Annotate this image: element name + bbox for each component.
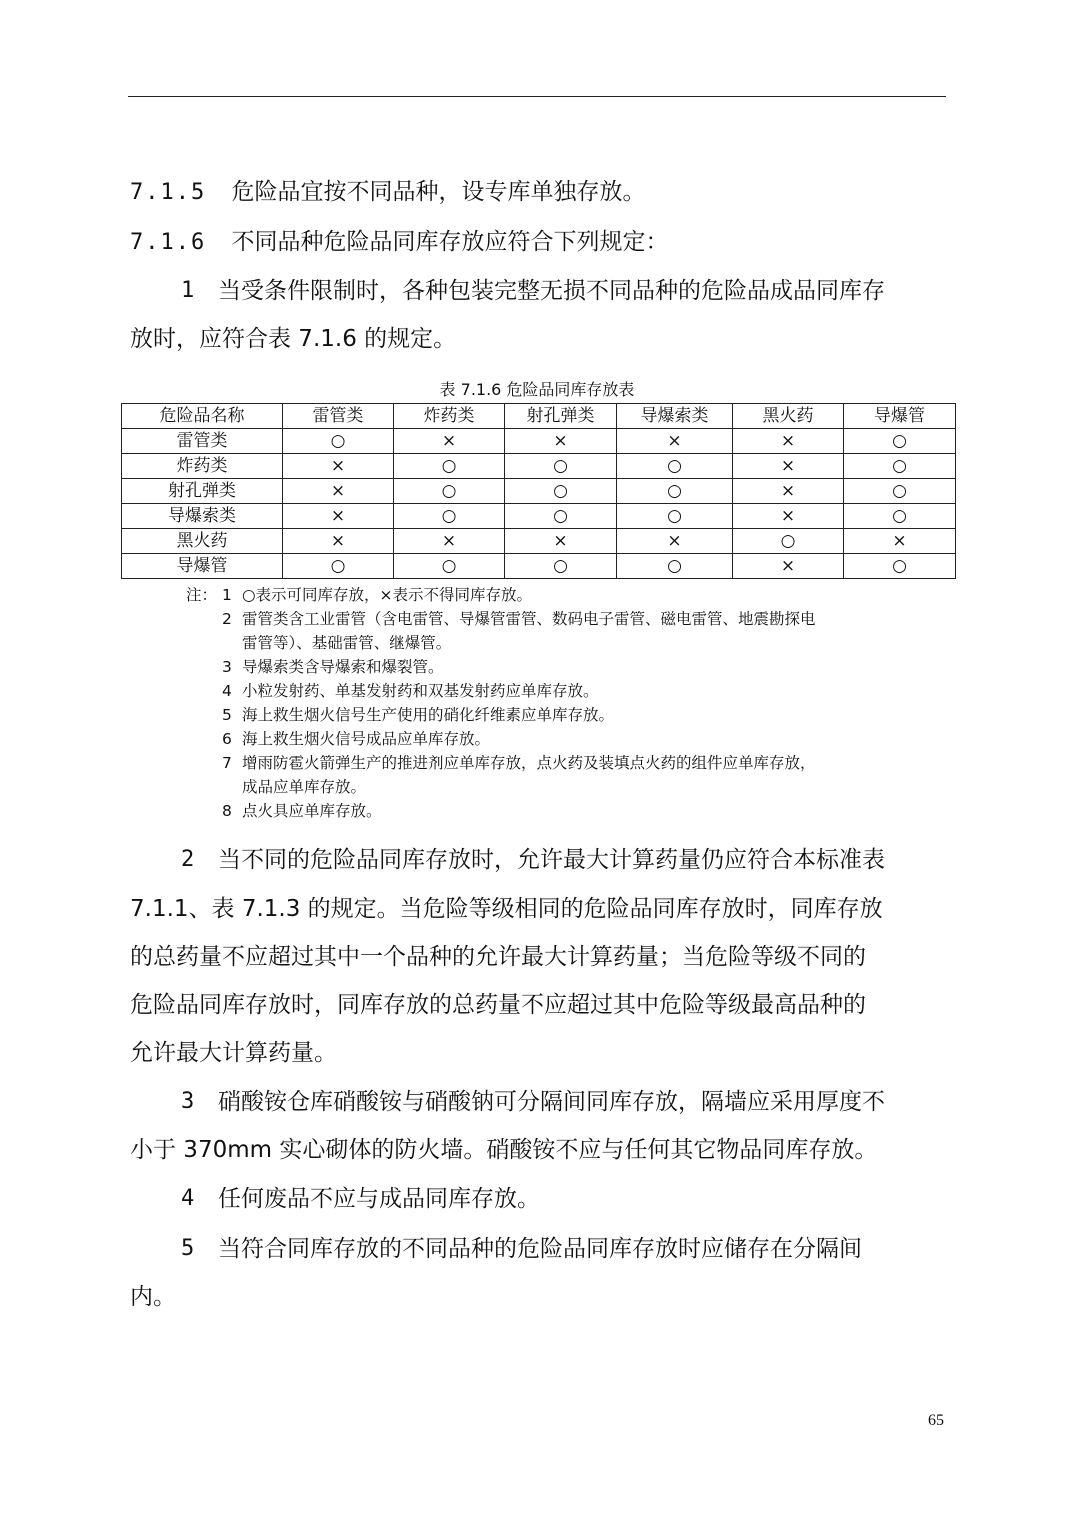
table-cell: ×	[733, 504, 844, 529]
table-cell: ×	[733, 429, 844, 454]
item-2-line-4	[130, 981, 946, 1029]
item-text: 当不同的危险品同库存放时，允许最大计算药量仍应符合本标准表	[218, 847, 885, 873]
note-text: 海上救生烟火信号成品应单库存放。	[242, 730, 491, 748]
note-number: 3	[222, 658, 232, 676]
row-header: 雷管类	[122, 429, 283, 454]
item-text: 的总药量不应超过其中一个品种的允许最大计算药量；当危险等级不同的	[130, 944, 866, 970]
section-text: 危险品宜按不同品种，设专库单独存放。	[231, 179, 646, 205]
table-cell: ×	[733, 554, 844, 579]
table-cell: ○	[844, 479, 956, 504]
table-row	[122, 479, 956, 504]
note-item	[186, 799, 956, 823]
table-cell: ○	[617, 454, 733, 479]
column-header: 导爆管	[844, 404, 956, 429]
row-header: 黑火药	[122, 529, 283, 554]
row-header: 射孔弹类	[122, 479, 283, 504]
item-number: 2	[181, 847, 195, 872]
note-text: 成品应单库存放。	[242, 778, 367, 796]
item-text: 当受条件限制时，各种包装完整无损不同品种的危险品成品同库存	[218, 278, 885, 304]
note-text: 导爆索类含导爆索和爆裂管。	[242, 658, 444, 676]
column-header: 炸药类	[394, 404, 505, 429]
item-number: 5	[181, 1236, 195, 1261]
item-1-line-1	[130, 267, 946, 315]
table-cell: ×	[505, 529, 617, 554]
table-row	[122, 529, 956, 554]
table-cell: ×	[617, 429, 733, 454]
table-cell: ×	[394, 529, 505, 554]
compatibility-table	[121, 403, 956, 579]
item-text: 小于 370mm 实心砌体的防火墙。硝酸铵不应与任何其它物品同库存放。	[130, 1137, 878, 1163]
item-2-line-1	[130, 836, 946, 884]
section-text: 不同品种危险品同库存放应符合下列规定：	[231, 229, 669, 255]
table-cell: ×	[283, 504, 394, 529]
column-header: 危险品名称	[122, 404, 283, 429]
column-header: 雷管类	[283, 404, 394, 429]
item-1-line-2	[130, 315, 946, 363]
item-3-line-2	[130, 1126, 946, 1174]
note-item	[186, 679, 956, 703]
table-cell: ○	[394, 479, 505, 504]
section-number: 7.1.5	[130, 180, 207, 205]
table-cell: ○	[394, 554, 505, 579]
column-header: 射孔弹类	[505, 404, 617, 429]
table-cell: ○	[617, 554, 733, 579]
note-text: 小粒发射药、单基发射药和双基发射药应单库存放。	[242, 682, 599, 700]
table-row	[122, 554, 956, 579]
note-item	[186, 607, 956, 655]
item-3-line-1	[130, 1078, 946, 1126]
item-2-line-2	[130, 885, 946, 933]
note-number: 6	[222, 730, 232, 748]
column-header: 导爆索类	[617, 404, 733, 429]
table-row	[122, 504, 956, 529]
table-row	[122, 429, 956, 454]
section-7-1-5	[130, 168, 946, 217]
note-number: 5	[222, 706, 232, 724]
item-text: 允许最大计算药量。	[130, 1040, 337, 1066]
table-cell: ○	[394, 504, 505, 529]
page-number: 65	[928, 1412, 944, 1429]
table-header-row	[122, 404, 956, 429]
item-text: 7.1.1、表 7.1.3 的规定。当危险等级相同的危险品同库存放时，同库存放	[130, 896, 883, 922]
table-cell: ○	[505, 554, 617, 579]
table-cell: ○	[505, 454, 617, 479]
note-number: 8	[222, 802, 232, 820]
item-number: 3	[181, 1089, 195, 1114]
table-cell: ○	[505, 479, 617, 504]
table-cell: ○	[283, 429, 394, 454]
table-cell: ×	[844, 529, 956, 554]
table-cell: ×	[617, 529, 733, 554]
note-number: 1	[222, 586, 232, 604]
item-5-line-2	[130, 1273, 946, 1321]
table-cell: ○	[617, 479, 733, 504]
table-cell: ○	[283, 554, 394, 579]
section-number: 7.1.6	[130, 230, 207, 255]
table-cell: ×	[394, 429, 505, 454]
item-2-line-5	[130, 1029, 946, 1077]
table-cell: ×	[283, 454, 394, 479]
item-text: 硝酸铵仓库硝酸铵与硝酸钠可分隔间同库存放，隔墙应采用厚度不	[218, 1089, 885, 1115]
table-cell: ○	[844, 429, 956, 454]
item-number: 1	[181, 278, 195, 303]
notes-prefix: 注：	[186, 586, 218, 604]
table-cell: ×	[283, 529, 394, 554]
item-4	[130, 1175, 946, 1223]
column-header: 黑火药	[733, 404, 844, 429]
header-rule	[128, 96, 946, 97]
table-cell: ○	[844, 454, 956, 479]
table-caption: 表 7.1.6 危险品同库存放表	[439, 380, 635, 399]
note-text: 雷管等）、基础雷管、继爆管。	[242, 634, 452, 652]
note-item	[186, 727, 956, 751]
note-number: 7	[222, 754, 232, 772]
row-header: 导爆管	[122, 554, 283, 579]
table-cell: ○	[617, 504, 733, 529]
table-cell: ○	[394, 454, 505, 479]
table-cell: ×	[733, 454, 844, 479]
item-text: 内。	[130, 1284, 176, 1310]
note-text: 点火具应单库存放。	[242, 802, 382, 820]
note-item	[186, 703, 956, 727]
item-number: 4	[181, 1186, 195, 1211]
note-text: 雷管类含工业雷管（含电雷管、导爆管雷管、数码电子雷管、磁电雷管、地震勘探电	[242, 610, 816, 628]
table-cell: ○	[733, 529, 844, 554]
note-item	[186, 583, 956, 607]
item-text: 当符合同库存放的不同品种的危险品同库存放时应储存在分隔间	[218, 1236, 862, 1262]
table-row	[122, 454, 956, 479]
table-cell: ×	[505, 429, 617, 454]
item-text: 任何废品不应与成品同库存放。	[218, 1186, 540, 1212]
note-item	[186, 655, 956, 679]
note-number: 2	[222, 610, 232, 628]
table-notes	[186, 583, 956, 823]
item-5-line-1	[130, 1225, 946, 1273]
item-2-line-3	[130, 933, 946, 981]
table-cell: ×	[283, 479, 394, 504]
table-cell: ○	[505, 504, 617, 529]
section-7-1-6	[130, 218, 946, 267]
item-text: 放时，应符合表 7.1.6 的规定。	[130, 326, 457, 352]
item-text: 危险品同库存放时，同库存放的总药量不应超过其中危险等级最高品种的	[130, 992, 866, 1018]
row-header: 导爆索类	[122, 504, 283, 529]
note-item	[186, 751, 956, 799]
table-cell: ×	[733, 479, 844, 504]
table-cell: ○	[844, 554, 956, 579]
note-text: ○表示可同库存放，×表示不得同库存放。	[242, 586, 533, 604]
note-text: 增雨防雹火箭弹生产的推进剂应单库存放，点火药及装填点火药的组件应单库存放，	[242, 754, 816, 772]
note-text: 海上救生烟火信号生产使用的硝化纤维素应单库存放。	[242, 706, 615, 724]
note-number: 4	[222, 682, 232, 700]
row-header: 炸药类	[122, 454, 283, 479]
table-cell: ○	[844, 504, 956, 529]
